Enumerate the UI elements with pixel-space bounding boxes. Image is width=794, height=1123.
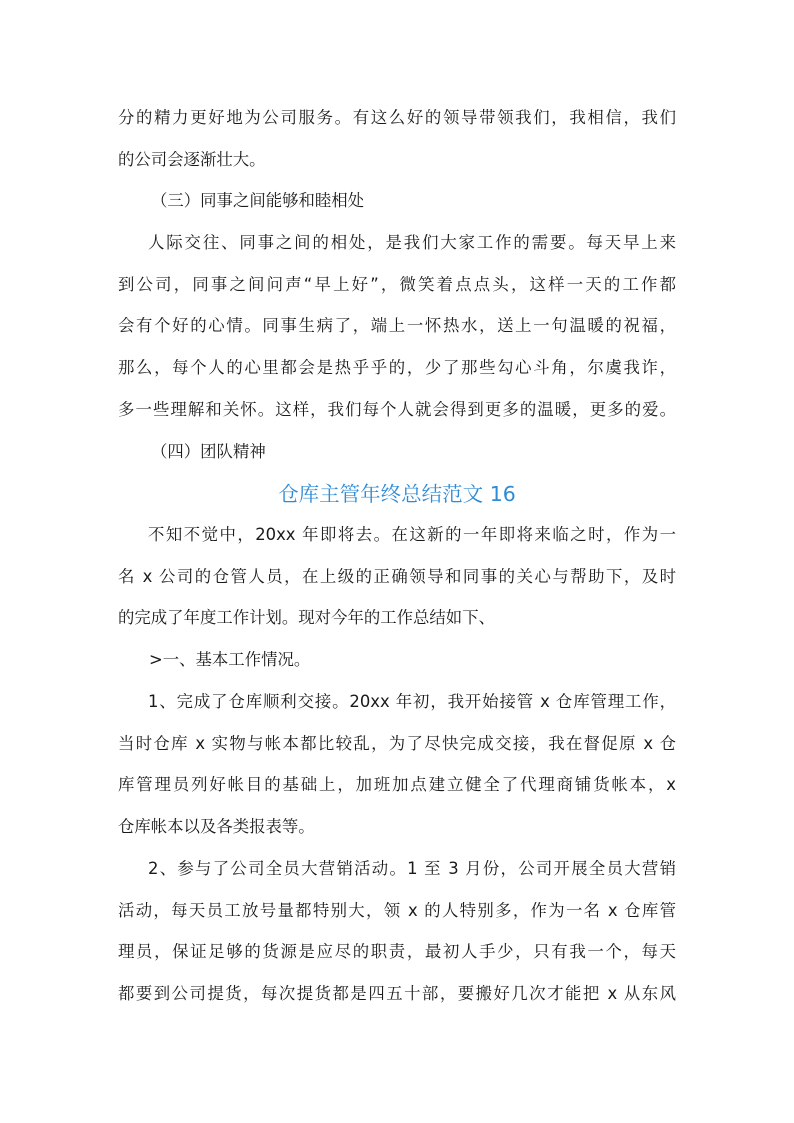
text-line: 都要到公司提货，每次提货都是四五十部，要搬好几次才能把 x 从东风	[118, 984, 676, 1004]
text-line: 2、参与了公司全员大营销活动。1 至 3 月份，公司开展全员大营销	[148, 859, 676, 878]
text-line: 的公司会逐渐壮大。	[118, 149, 266, 169]
section-heading-3	[151, 180, 709, 222]
text-line: 人际交往、同事之间的相处，是我们大家工作的需要。每天早上来	[148, 233, 676, 252]
text-line: （四）团队精神	[151, 442, 266, 461]
paragraph-colleagues	[118, 222, 676, 431]
text-line: 当时仓库 x 实物与帐本都比较乱，为了尽快完成交接，我在督促原 x 仓	[118, 733, 676, 753]
article-title: 仓库主管年终总结范文 16	[278, 482, 516, 506]
paragraph-item-1	[118, 681, 676, 848]
text-line: 仓库帐本以及各类报表等。	[118, 817, 315, 837]
text-line: 会有个好的心情。同事生病了，端上一怀热水，送上一句温暖的祝福，	[118, 316, 676, 336]
text-line: 分的精力更好地为公司服务。有这么好的领导带领我们，我相信，我们	[118, 108, 676, 127]
text-line: 多一些理解和关怀。这样，我们每个人就会得到更多的温暖，更多的爱。	[118, 399, 676, 419]
text-line: >一、基本工作情况。	[149, 650, 311, 669]
paragraph-item-2	[118, 848, 676, 1015]
text-line: （三）同事之间能够和睦相处	[151, 191, 365, 210]
text-line: 活动，每天员工放号量都特别大，领 x 的人特别多，作为一名 x 仓库管	[118, 900, 676, 920]
paragraph-intro	[118, 514, 676, 639]
paragraph-continuation	[118, 97, 676, 180]
text-line: 那么，每个人的心里都会是热乎乎的，少了那些勾心斗角，尔虞我诈，	[118, 358, 676, 378]
text-line: 的完成了年度工作计划。现对今年的工作总结如下、	[118, 608, 495, 628]
text-line: 到公司，同事之间问声“早上好”，微笑着点点头，这样一天的工作都	[118, 274, 676, 294]
section-heading-4	[151, 431, 709, 473]
section-heading-1	[149, 639, 707, 681]
text-line: 理员，保证足够的货源是应尽的职责，最初人手少，只有我一个，每天	[118, 942, 676, 962]
text-line: 1、完成了仓库顺利交接。20xx 年初，我开始接管 x 仓库管理工作，	[148, 692, 676, 711]
text-line: 不知不觉中，20xx 年即将去。在这新的一年即将来临之时，作为一	[148, 525, 676, 544]
text-line: 库管理员列好帐目的基础上，加班加点建立健全了代理商铺货帐本，x	[118, 775, 676, 795]
text-line: 名 x 公司的仓管人员，在上级的正确领导和同事的关心与帮助下，及时	[118, 566, 676, 586]
